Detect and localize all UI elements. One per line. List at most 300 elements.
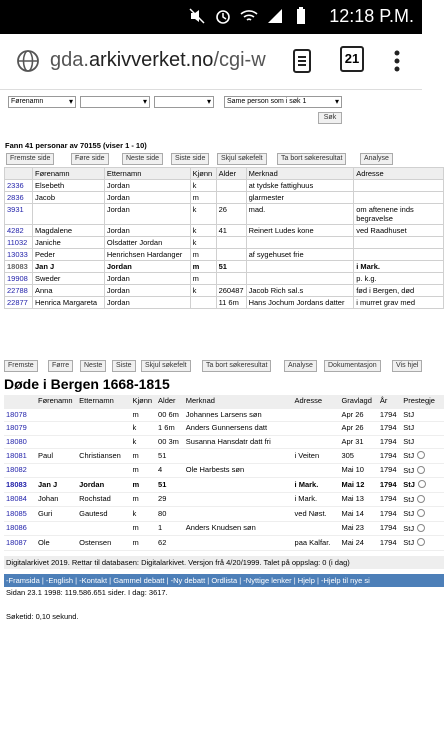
status-icons — [188, 7, 310, 25]
record-id-link[interactable]: 22877 — [7, 298, 28, 307]
last-name-cell: Olsdatter Jordan — [104, 237, 190, 249]
age-cell: 00 6m — [156, 408, 184, 422]
parish-cell — [401, 463, 444, 478]
browser-address-bar — [0, 34, 422, 90]
addr-cell — [293, 408, 340, 422]
parish-label: StJ — [403, 465, 415, 475]
col-first: Førenamn — [36, 395, 77, 408]
table-row — [4, 408, 444, 422]
age-cell — [216, 249, 246, 261]
col-id — [4, 395, 36, 408]
year-cell: 1794 — [378, 408, 401, 422]
id-cell — [4, 521, 36, 536]
last-name-cell: Jordan — [104, 273, 190, 285]
address-cell: i murret grav med — [354, 297, 444, 309]
url-prefix: gda. — [50, 49, 89, 71]
footer-link[interactable]: -Kontakt — [79, 576, 108, 585]
last-cell: Gautesd — [77, 507, 130, 522]
sex-cell: m — [190, 249, 216, 261]
record-id-link[interactable]: 18078 — [6, 409, 27, 419]
year-cell: 1794 — [378, 422, 401, 436]
first-cell: Paul — [36, 449, 77, 464]
id-cell — [5, 237, 33, 249]
note-cell: Anders Knudsen søn — [184, 521, 293, 536]
last-cell: Rochstad — [77, 492, 130, 507]
age-cell: 29 — [156, 492, 184, 507]
id-cell — [4, 422, 36, 436]
note-cell: af sygehuset frie — [246, 249, 354, 261]
sex-cell: m — [130, 536, 156, 551]
id-cell — [4, 449, 36, 464]
last-cell — [77, 435, 130, 449]
address-cell: om aftenene inds begravelse — [354, 204, 444, 225]
parish-label: StJ — [403, 409, 415, 419]
last-name-cell: Jordan — [104, 285, 190, 297]
parish-label: StJ — [403, 538, 415, 547]
battery-icon — [292, 7, 310, 25]
age-cell: 4 — [156, 463, 184, 478]
note-cell: Susanna Hansdatr datt fri — [184, 435, 293, 449]
age-cell: 26 — [216, 204, 246, 225]
id-cell — [4, 492, 36, 507]
table-row — [4, 507, 444, 522]
footer-links — [4, 574, 444, 587]
note-cell: Reinert Ludes kone — [246, 225, 354, 237]
link-separator: | — [291, 576, 298, 585]
first-cell — [36, 408, 77, 422]
parish-label: StJ — [403, 494, 415, 504]
clock: 12:18 P.M. — [329, 6, 414, 26]
col-addr: Adresse — [293, 395, 340, 408]
search-input[interactable] — [154, 96, 214, 108]
table-row — [4, 422, 444, 436]
year-cell: 1794 — [378, 492, 401, 507]
record-id-link[interactable]: 18084 — [6, 494, 27, 503]
table-row — [4, 449, 444, 464]
address-cell — [354, 180, 444, 192]
note-cell — [184, 536, 293, 551]
table-header — [4, 395, 444, 408]
magnifier-icon[interactable] — [417, 495, 425, 503]
note-cell — [246, 273, 354, 285]
table-row — [5, 261, 444, 273]
record-id-link[interactable]: 18087 — [6, 537, 27, 547]
year-cell: 1794 — [378, 478, 401, 493]
sex-cell: k — [190, 180, 216, 192]
next-button[interactable]: Neste — [80, 360, 106, 372]
col-first: Førenamn — [32, 168, 104, 180]
year-cell: 1794 — [378, 463, 401, 478]
field-select-2[interactable] — [80, 96, 150, 108]
addr-cell — [293, 422, 340, 436]
hide-search-button-2[interactable]: Skjul søkefelt — [141, 360, 191, 372]
parish-label: StJ — [403, 523, 415, 533]
first-name-cell: Jan J — [32, 261, 104, 273]
date-cell: Apr 26 — [339, 408, 377, 422]
last-name-cell: Jordan — [104, 297, 190, 309]
col-addr: Adresse — [354, 168, 444, 180]
year-cell: 1794 — [378, 449, 401, 464]
id-cell — [4, 408, 36, 422]
record-id-link[interactable]: 11032 — [7, 238, 28, 247]
note-cell: Ole Harbests søn — [184, 463, 293, 478]
reader-mode-icon[interactable] — [292, 48, 312, 74]
footer-link[interactable]: Ordlista — [211, 576, 238, 585]
note-cell: Jacob Rich sal.s — [246, 285, 354, 297]
id-cell — [5, 297, 33, 309]
address-cell: fød i Bergen, død — [354, 285, 444, 297]
col-age: Alder — [216, 168, 246, 180]
col-note: Merknad — [184, 395, 293, 408]
magnifier-icon[interactable] — [417, 451, 425, 459]
first-cell: Jan J — [36, 478, 77, 493]
record-id-link[interactable]: 3931 — [7, 205, 24, 214]
last-cell — [77, 463, 130, 478]
parish-cell — [401, 435, 444, 449]
footer-link[interactable]: -Hjelp til nye si — [321, 576, 370, 585]
first-name-cell: Magdalene — [32, 225, 104, 237]
record-id-link[interactable]: 19908 — [7, 274, 28, 283]
note-cell: Hans Jochum Jordans datter — [246, 297, 354, 309]
last-name-cell: Henrichsen Hardanger — [104, 249, 190, 261]
col-parish: Prestegje — [401, 395, 444, 408]
first-cell: Johan — [36, 492, 77, 507]
table-row — [4, 492, 444, 507]
first-name-cell: Jacob — [32, 192, 104, 204]
id-cell — [5, 204, 33, 225]
parish-cell — [401, 449, 444, 464]
note-cell: Johannes Larsens søn — [184, 408, 293, 422]
note-cell — [184, 507, 293, 522]
analyse-button[interactable]: Analyse — [360, 153, 393, 165]
table-row — [4, 521, 444, 536]
footer-link[interactable]: Hjelp — [297, 576, 315, 585]
last-name-cell: Jordan — [104, 204, 190, 225]
address-cell — [354, 237, 444, 249]
table-row — [5, 237, 444, 249]
id-cell — [4, 507, 36, 522]
magnifier-icon[interactable] — [417, 509, 425, 517]
parish-label: StJ — [403, 480, 415, 489]
id-cell — [5, 285, 33, 297]
last-cell — [77, 408, 130, 422]
magnifier-icon[interactable] — [417, 524, 425, 532]
date-cell: Apr 26 — [339, 422, 377, 436]
addr-cell: i Veiten — [293, 449, 340, 464]
page-stats: Sidan 23.1 1998: 119.586.651 sider. I dag: 3617. — [6, 588, 168, 597]
hide-search-button[interactable]: Skjul søkefelt — [217, 153, 267, 165]
age-cell: 41 — [216, 225, 246, 237]
id-cell — [5, 180, 33, 192]
note-cell: Anders Gunnersens datt — [184, 422, 293, 436]
footer-link[interactable]: Gammel debatt — [113, 576, 165, 585]
record-id-link[interactable]: 18081 — [6, 450, 27, 460]
link-separator: | — [164, 576, 171, 585]
col-id — [5, 168, 33, 180]
col-burial: Gravlagd — [339, 395, 377, 408]
record-id-link[interactable]: 18082 — [6, 465, 27, 474]
first-name-cell: Anna — [32, 285, 104, 297]
last-name-cell: Jordan — [104, 180, 190, 192]
table-row — [5, 192, 444, 204]
last-cell — [77, 422, 130, 436]
parish-label: StJ — [403, 423, 415, 432]
parish-label: StJ — [403, 436, 415, 446]
first-page-button[interactable]: Fremste side — [6, 153, 54, 165]
addr-cell — [293, 521, 340, 536]
analyse-button-2[interactable]: Analyse — [284, 360, 317, 372]
age-cell: 260487 — [216, 285, 246, 297]
sex-cell: m — [130, 449, 156, 464]
age-cell: 51 — [156, 478, 184, 493]
note-cell: glarmester — [246, 192, 354, 204]
sex-cell — [190, 297, 216, 309]
first-cell — [36, 521, 77, 536]
year-cell: 1794 — [378, 435, 401, 449]
record-id-link[interactable]: 22788 — [7, 286, 28, 295]
age-cell — [216, 237, 246, 249]
first-button[interactable]: Fremste — [4, 360, 38, 372]
table-row — [5, 225, 444, 237]
id-cell — [4, 536, 36, 551]
note-cell: at tydske fattighuus — [246, 180, 354, 192]
magnifier-icon[interactable] — [417, 466, 425, 474]
addr-cell — [293, 463, 340, 478]
first-name-cell: Elsebeth — [32, 180, 104, 192]
sex-cell: k — [190, 237, 216, 249]
link-separator: | — [205, 576, 212, 585]
record-id-link[interactable]: 18080 — [6, 436, 27, 446]
note-cell — [184, 449, 293, 464]
record-id-link[interactable]: 18083 — [7, 262, 28, 271]
page-content — [0, 90, 435, 750]
address-cell: p. k.g. — [354, 273, 444, 285]
url-field[interactable] — [50, 49, 280, 72]
year-cell: 1794 — [378, 507, 401, 522]
record-id-link[interactable]: 18079 — [6, 423, 27, 432]
id-cell — [5, 249, 33, 261]
record-id-link[interactable]: 2836 — [7, 193, 24, 202]
first-name-cell: Peder — [32, 249, 104, 261]
parish-cell — [401, 422, 444, 436]
id-cell — [5, 225, 33, 237]
record-id-link[interactable]: 4282 — [7, 226, 24, 235]
sex-cell: m — [130, 492, 156, 507]
table-row — [5, 204, 444, 225]
footer-link[interactable]: -English — [45, 576, 73, 585]
table-row — [5, 180, 444, 192]
note-cell — [246, 261, 354, 273]
address-cell: i Mark. — [354, 261, 444, 273]
parish-cell — [401, 507, 444, 522]
record-id-link[interactable]: 2336 — [7, 181, 24, 190]
col-age: Alder — [156, 395, 184, 408]
search-time: Søketid: 0,10 sekund. — [6, 612, 79, 621]
age-cell — [216, 273, 246, 285]
date-cell: Mai 14 — [339, 507, 377, 522]
last-name-cell: Jordan — [104, 225, 190, 237]
table-row — [4, 478, 444, 493]
date-cell: Mai 23 — [339, 521, 377, 536]
first-cell: Ole — [36, 536, 77, 551]
footer-info: Digitalarkivet 2019. Rettar til databasen: Digitalarkivet. Versjon frå 4/20/1999. Talet på oppslag: 0 (i dag) — [4, 556, 444, 569]
page-title: Døde i Bergen 1668-1815 — [4, 376, 170, 392]
address-cell: ved Raadhuset — [354, 225, 444, 237]
records-table — [4, 395, 444, 551]
table-row — [4, 435, 444, 449]
last-name-cell: Jordan — [104, 192, 190, 204]
parish-cell — [401, 521, 444, 536]
sex-cell: k — [130, 435, 156, 449]
col-sex: Kjønn — [190, 168, 216, 180]
record-id-link[interactable]: 13033 — [7, 250, 28, 259]
address-cell — [354, 192, 444, 204]
last-name-cell: Jordan — [104, 261, 190, 273]
table-row — [4, 463, 444, 478]
year-cell: 1794 — [378, 521, 401, 536]
col-note: Merknad — [246, 168, 354, 180]
first-cell — [36, 422, 77, 436]
field-select-1[interactable]: Førenamn ▾ — [8, 96, 76, 108]
age-cell — [216, 180, 246, 192]
first-name-cell: Sweder — [32, 273, 104, 285]
addr-cell: ved Nøst. — [293, 507, 340, 522]
alarm-icon — [214, 7, 232, 25]
search-button[interactable]: Søk — [318, 112, 342, 124]
table-row — [5, 249, 444, 261]
id-cell — [4, 435, 36, 449]
id-cell — [5, 192, 33, 204]
date-cell: 305 — [339, 449, 377, 464]
id-cell — [5, 273, 33, 285]
link-separator: | — [73, 576, 80, 585]
sex-cell: k — [190, 225, 216, 237]
results-count: Fann 41 personar av 70155 (viser 1 - 10) — [5, 141, 147, 150]
last-cell — [77, 521, 130, 536]
sex-cell: m — [190, 261, 216, 273]
url-path: /cgi-w — [213, 49, 266, 71]
age-cell: 00 3m — [156, 435, 184, 449]
id-cell — [4, 463, 36, 478]
table-row — [5, 273, 444, 285]
tab-switcher-button[interactable]: 21 — [340, 46, 364, 72]
kebab-menu-icon[interactable] — [394, 48, 400, 74]
parish-label: StJ — [403, 509, 415, 518]
parish-cell — [401, 408, 444, 422]
last-page-button[interactable]: Siste side — [171, 153, 209, 165]
last-button[interactable]: Siste — [112, 360, 136, 372]
sex-cell: k — [130, 422, 156, 436]
col-last: Etternamn — [77, 395, 130, 408]
table-row — [5, 285, 444, 297]
first-cell — [36, 463, 77, 478]
sex-cell: m — [130, 408, 156, 422]
col-last: Etternamn — [104, 168, 190, 180]
parish-cell — [401, 492, 444, 507]
first-name-cell: Henrica Margareta — [32, 297, 104, 309]
age-cell: 1 — [156, 521, 184, 536]
addr-cell: i Mark. — [293, 478, 340, 493]
age-cell: 11 6m — [216, 297, 246, 309]
last-cell: Jordan — [77, 478, 130, 493]
footer-link[interactable]: -Nyttige lenker — [243, 576, 292, 585]
prev-button[interactable]: Førre — [48, 360, 73, 372]
link-separator: | — [107, 576, 114, 585]
age-cell: 51 — [216, 261, 246, 273]
parish-cell — [401, 478, 444, 493]
col-sex: Kjønn — [130, 395, 156, 408]
note-cell: mad. — [246, 204, 354, 225]
footer-link[interactable]: -Ny debatt — [170, 576, 206, 585]
note-cell — [184, 492, 293, 507]
id-cell — [5, 261, 33, 273]
table-header — [5, 168, 444, 180]
same-person-select[interactable]: Same person som i søk 1 ▾ — [224, 96, 342, 108]
magnifier-icon[interactable] — [418, 480, 426, 488]
sex-cell: k — [190, 285, 216, 297]
date-cell: Mai 10 — [339, 463, 377, 478]
url-host: arkivverket.no — [88, 49, 214, 71]
date-cell: Apr 31 — [339, 435, 377, 449]
next-page-button[interactable]: Neste side — [122, 153, 163, 165]
results-table — [4, 167, 444, 309]
help-button[interactable]: Vis hjel — [392, 360, 422, 372]
sex-cell: m — [190, 192, 216, 204]
date-cell: Mai 12 — [339, 478, 377, 493]
col-year: År — [378, 395, 401, 408]
note-cell — [184, 478, 293, 493]
addr-cell: i Mark. — [293, 492, 340, 507]
mute-icon — [188, 7, 206, 25]
age-cell: 1 6m — [156, 422, 184, 436]
remove-results-button-2[interactable]: Ta bort søkeresultat — [202, 360, 271, 372]
first-cell — [36, 435, 77, 449]
magnifier-icon[interactable] — [417, 538, 425, 546]
address-cell — [354, 249, 444, 261]
status-bar — [0, 0, 422, 34]
last-cell: Ostensen — [77, 536, 130, 551]
record-id-link[interactable]: 18085 — [6, 508, 27, 518]
sex-cell: k — [130, 507, 156, 522]
id-cell — [4, 478, 36, 493]
sex-cell: m — [190, 273, 216, 285]
sex-cell: m — [130, 478, 156, 493]
documentation-button[interactable]: Dokumentasjon — [324, 360, 381, 372]
age-cell: 80 — [156, 507, 184, 522]
link-separator: | — [314, 576, 321, 585]
record-id-link[interactable]: 18086 — [6, 523, 27, 532]
table-row — [5, 297, 444, 309]
sex-cell: m — [130, 463, 156, 478]
table-row — [4, 536, 444, 551]
globe-icon[interactable] — [16, 49, 40, 73]
remove-results-button[interactable]: Ta bort søkeresultat — [277, 153, 346, 165]
date-cell: Mai 24 — [339, 536, 377, 551]
prev-page-button[interactable]: Føre side — [71, 153, 109, 165]
wifi-icon — [240, 7, 258, 25]
record-id-link[interactable]: 18083 — [6, 479, 27, 489]
footer-link[interactable]: -Framsida — [6, 576, 40, 585]
addr-cell — [293, 435, 340, 449]
first-cell: Guri — [36, 507, 77, 522]
first-name-cell — [32, 204, 104, 225]
addr-cell: paa Kalfar. — [293, 536, 340, 551]
note-cell — [246, 237, 354, 249]
signal-icon — [266, 7, 284, 25]
sex-cell: k — [190, 204, 216, 225]
link-separator: | — [237, 576, 244, 585]
age-cell: 62 — [156, 536, 184, 551]
